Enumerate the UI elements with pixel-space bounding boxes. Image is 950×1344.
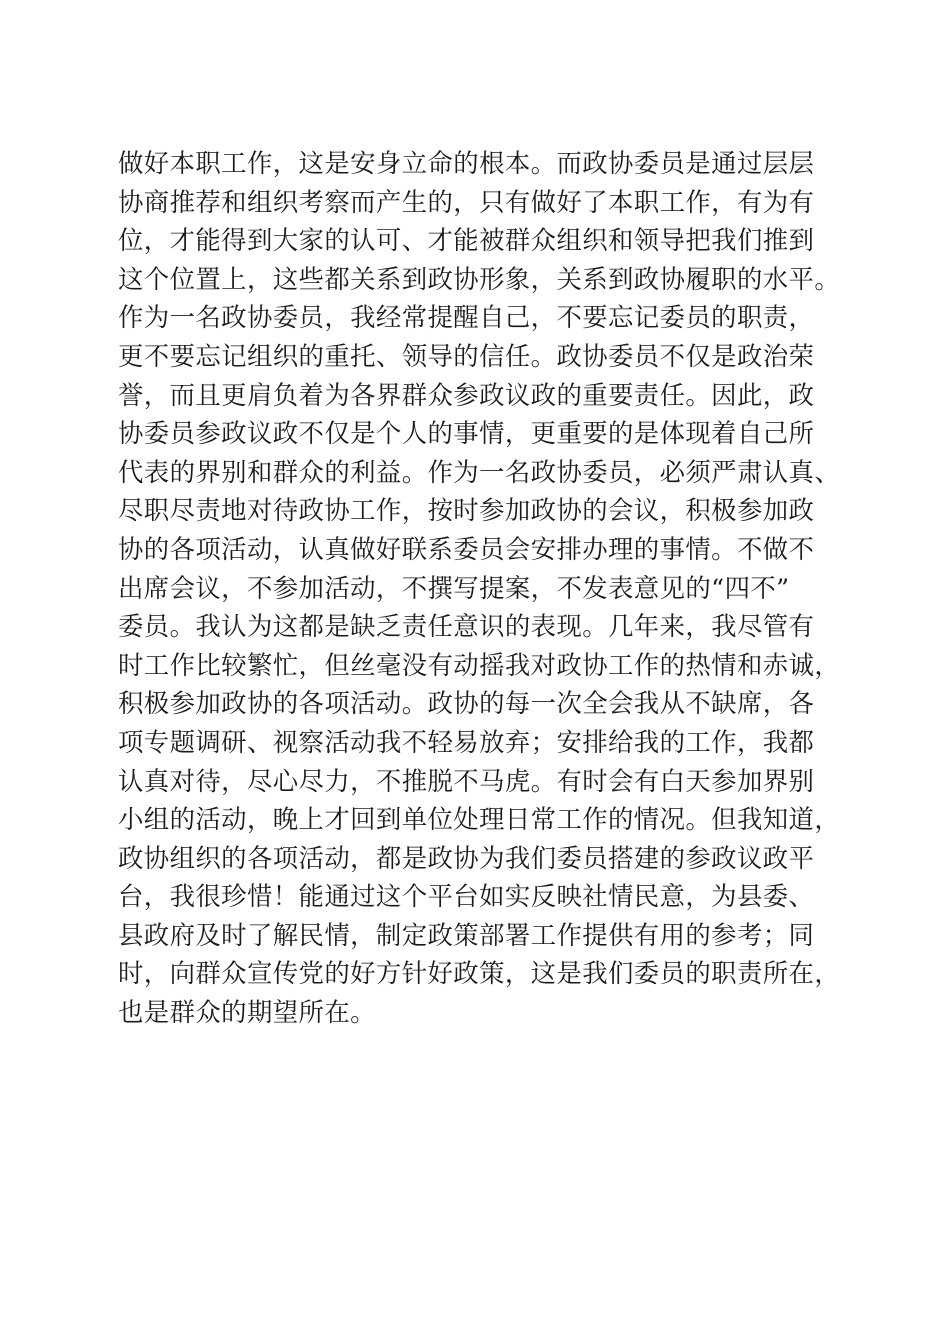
body-paragraph (118, 144, 841, 1032)
text-line: 认真对待，尽心尽力，不推脱不马虎。有时会有白天参加界别 (118, 765, 815, 796)
text-line: 作为一名政协委员，我经常提醒自己，不要忘记委员的职责， (118, 302, 815, 333)
text-line: 协商推荐和组织考察而产生的，只有做好了本职工作，有为有 (118, 186, 815, 217)
text-line: 位，才能得到大家的认可、才能被群众组织和领导把我们推到 (118, 225, 815, 256)
text-line: 这个位置上，这些都关系到政协形象，关系到政协履职的水平。 (118, 263, 841, 294)
text-line: 更不要忘记组织的重托、领导的信任。政协委员不仅是政治荣 (118, 340, 815, 371)
text-line: 协的各项活动，认真做好联系委员会安排办理的事情。不做不 (118, 533, 815, 564)
text-line: 时工作比较繁忙，但丝毫没有动摇我对政协工作的热情和赤诚， (118, 649, 841, 680)
text-line: 代表的界别和群众的利益。作为一名政协委员，必须严肃认真、 (118, 456, 841, 487)
text-line: 积极参加政协的各项活动。政协的每一次全会我从不缺席，各 (118, 688, 815, 719)
text-line: 协委员参政议政不仅是个人的事情，更重要的是体现着自己所 (118, 418, 815, 449)
text-line: 誉，而且更肩负着为各界群众参政议政的重要责任。因此，政 (118, 379, 815, 410)
text-line: 委员。我认为这都是缺乏责任意识的表现。几年来，我尽管有 (118, 611, 815, 642)
text-line: 县政府及时了解民情，制定政策部署工作提供有用的参考；同 (118, 919, 815, 950)
text-line: 小组的活动，晚上才回到单位处理日常工作的情况。但我知道， (118, 804, 841, 835)
text-line: 做好本职工作，这是安身立命的根本。而政协委员是通过层层 (118, 148, 815, 178)
text-line: 台，我很珍惜！能通过这个平台如实反映社情民意，为县委、 (118, 881, 815, 912)
text-line: 项专题调研、视察活动我不轻易放弃；安排给我的工作，我都 (118, 726, 815, 757)
text-line: 也是群众的期望所在。 (118, 997, 376, 1028)
text-line: 尽职尽责地对待政协工作，按时参加政协的会议，积极参加政 (118, 495, 815, 526)
text-line: 政协组织的各项活动，都是政协为我们委员搭建的参政议政平 (118, 842, 815, 873)
text-line: 出席会议，不参加活动，不撰写提案，不发表意见的“四不” (118, 572, 790, 603)
text-line: 时，向群众宣传党的好方针好政策，这是我们委员的职责所在， (118, 958, 841, 989)
